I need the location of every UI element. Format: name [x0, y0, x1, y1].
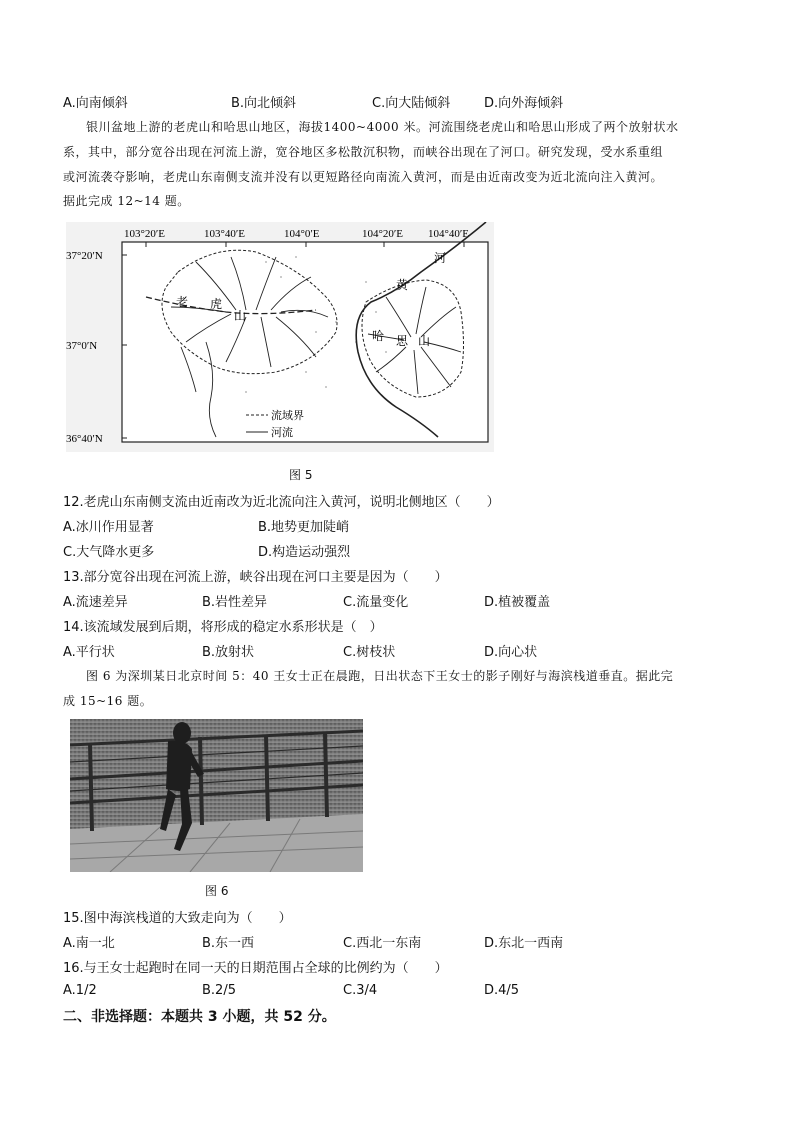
q15-option-b[interactable]: B.东一西 [202, 936, 255, 951]
lat-label-1: 37°20′N [66, 250, 103, 262]
q13-option-b[interactable]: B.岩性差异 [202, 595, 268, 610]
q13-option-a[interactable]: A.流速差异 [63, 595, 128, 610]
q13-option-c[interactable]: C.流量变化 [343, 595, 409, 610]
section2-heading: 二、非选择题：本题共 3 小题，共 52 分。 [63, 1009, 336, 1025]
map-frame [122, 242, 488, 442]
q16-option-a[interactable]: A.1/2 [63, 983, 97, 998]
figure6-photo [70, 719, 363, 872]
label-lao: 老 [176, 295, 189, 309]
passage2-line2: 成 15~16 题。 [63, 694, 153, 708]
q12-option-c[interactable]: C.大气降水更多 [63, 545, 155, 560]
figure6-caption: 图 6 [205, 884, 229, 898]
passage1-line3: 或河流袭夺影响，老虎山东南侧支流并没有以更短路径向南流入黄河，而是由近南改变为近北流向注入黄河。 [63, 170, 664, 184]
figure5-map [66, 222, 494, 452]
q13-option-d[interactable]: D.植被覆盖 [484, 595, 551, 610]
lon-label-5: 104°40′E [428, 228, 470, 240]
passage2-line1: 图 6 为深圳某日北京时间 5：40 王女士正在晨跑，日出状态下王女士的影子刚好与海滨栈道垂直。据此完 [86, 669, 674, 683]
q15-option-a[interactable]: A.南一北 [63, 936, 115, 951]
q13-stem: 13.部分宽谷出现在河流上游，峡谷出现在河口主要是因为（ ） [63, 570, 448, 585]
q14-option-b[interactable]: B.放射状 [202, 645, 255, 660]
lat-label-2: 37°0′N [66, 340, 98, 352]
q16-option-c[interactable]: C.3/4 [343, 983, 378, 998]
label-hu: 虎 [210, 297, 223, 311]
q14-option-c[interactable]: C.树枝状 [343, 645, 396, 660]
q11-option-c[interactable]: C.向大陆倾斜 [372, 96, 451, 111]
passage1-line4: 据此完成 12~14 题。 [63, 194, 190, 208]
q16-stem: 16.与王女士起跑时在同一天的日期范围占全球的比例约为（ ） [63, 961, 448, 976]
lon-label-3: 104°0′E [284, 228, 320, 240]
label-shan1: 山 [234, 309, 247, 323]
q11-option-d[interactable]: D.向外海倾斜 [484, 96, 564, 111]
q16-option-b[interactable]: B.2/5 [202, 983, 236, 998]
label-huang: 黄 [396, 278, 409, 292]
q14-option-d[interactable]: D.向心状 [484, 645, 538, 660]
q12-option-d[interactable]: D.构造运动强烈 [258, 545, 351, 560]
q11-option-b[interactable]: B.向北倾斜 [231, 96, 297, 111]
legend-boundary-label: 流域界 [271, 410, 304, 422]
figure5-caption: 图 5 [289, 468, 313, 482]
legend-river-label: 河流 [271, 427, 293, 439]
label-si: 思 [396, 334, 409, 348]
lon-label-4: 104°20′E [362, 228, 404, 240]
q14-option-a[interactable]: A.平行状 [63, 645, 115, 660]
passage1-line1: 银川盆地上游的老虎山和哈思山地区，海拔1400~4000 米。河流围绕老虎山和哈思山形成了两个放射状水 [86, 120, 679, 134]
lon-label-1: 103°20′E [124, 228, 166, 240]
label-shan2: 山 [418, 334, 431, 348]
lat-label-3: 36°40′N [66, 433, 103, 445]
passage1-line2: 系，其中，部分宽谷出现在河流上游，宽谷地区多松散沉积物，而峡谷出现在了河口。研究发现，受水系重组 [63, 145, 664, 159]
q12-option-b[interactable]: B.地势更加陡峭 [258, 520, 350, 535]
q15-stem: 15.图中海滨栈道的大致走向为（ ） [63, 911, 292, 926]
label-ha: 哈 [372, 329, 385, 343]
q15-option-c[interactable]: C.西北一东南 [343, 936, 422, 951]
q12-option-a[interactable]: A.冰川作用显著 [63, 520, 154, 535]
q16-option-d[interactable]: D.4/5 [484, 983, 520, 998]
label-he: 河 [434, 251, 447, 265]
q14-stem: 14.该流域发展到后期，将形成的稳定水系形状是（ ） [63, 620, 383, 635]
q11-option-a[interactable]: A.向南倾斜 [63, 96, 128, 111]
q12-stem: 12.老虎山东南侧支流由近南改为近北流向注入黄河，说明北侧地区（ ） [63, 495, 500, 510]
q15-option-d[interactable]: D.东北一西南 [484, 936, 564, 951]
lon-label-2: 103°40′E [204, 228, 246, 240]
